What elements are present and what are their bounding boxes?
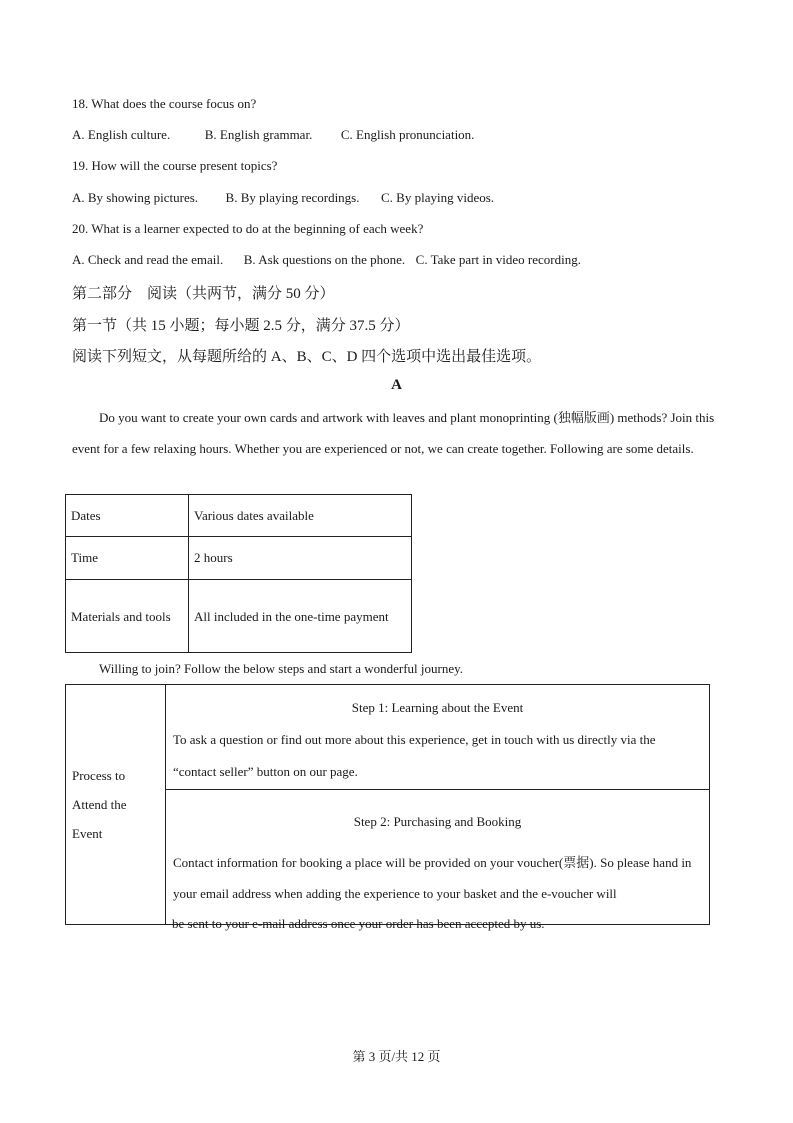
question-20-options (72, 252, 581, 268)
process-table (65, 684, 710, 925)
option-b: B. By playing recordings. (225, 190, 360, 205)
step-1 (166, 685, 710, 790)
option-c: C. English pronunciation. (340, 127, 475, 142)
join-line: Willing to join? Follow the below steps and start a wonderful journey. (99, 661, 464, 676)
details-value: Various dates available (189, 495, 412, 537)
step-2-overflow-text: be sent to your e-mail address once your order has been accepted by us. (172, 916, 545, 931)
question-19: 19. How will the course present topics? (72, 158, 278, 173)
details-table (65, 494, 412, 653)
process-label: Process to Attend the Event (66, 685, 166, 925)
page-footer: 第 3 页/共 12 页 (352, 1049, 441, 1064)
passage-intro: Do you want to create your own cards and artwork with leaves and plant monoprinting (独幅版画) methods? Join this event for a few relaxing hours. Whether you are experienced or not, we can create together. Following are some details. (72, 410, 715, 456)
table-row (66, 537, 412, 580)
option-b: B. English grammar. (204, 127, 313, 142)
option-a: A. English culture. (72, 127, 171, 142)
question-19-options (72, 190, 494, 206)
step-2 (166, 790, 710, 925)
details-value: All included in the one-time payment (189, 580, 412, 653)
details-label: Dates (66, 495, 189, 537)
details-label: Materials and tools (66, 580, 189, 653)
option-a: A. By showing pictures. (72, 190, 199, 205)
option-a: A. Check and read the email. (72, 252, 224, 267)
table-row (66, 580, 412, 653)
option-c: C. By playing videos. (381, 190, 495, 205)
table-row (66, 495, 412, 537)
step-title: Step 1: Learning about the Event (351, 700, 524, 715)
option-c: C. Take part in video recording. (415, 252, 581, 267)
instruction: 阅读下列短文，从每题所给的 A、B、C、D 四个选项中选出最佳选项。 (72, 349, 542, 365)
step-title: Step 2: Purchasing and Booking (353, 814, 522, 829)
question-20: 20. What is a learner expected to do at the beginning of each week? (72, 221, 424, 236)
passage-heading: A (391, 377, 402, 393)
question-18-options (72, 127, 474, 143)
table-row (66, 685, 710, 790)
subsection-title: 第一节（共 15 小题；每小题 2.5 分，满分 37.5 分） (72, 318, 410, 334)
details-label: Time (66, 537, 189, 580)
details-value: 2 hours (189, 537, 412, 580)
step-text: Contact information for booking a place will be provided on your voucher(票据). So please hand in your email address when adding the experience to your basket and the e-voucher will (173, 855, 692, 901)
option-b: B. Ask questions on the phone. (243, 252, 406, 267)
section-title: 第二部分 阅读（共两节，满分 50 分） (72, 286, 335, 302)
step-text: To ask a question or find out more about this experience, get in touch with us directly via the “contact seller” button on our page. (173, 732, 656, 779)
question-18: 18. What does the course focus on? (72, 96, 257, 111)
